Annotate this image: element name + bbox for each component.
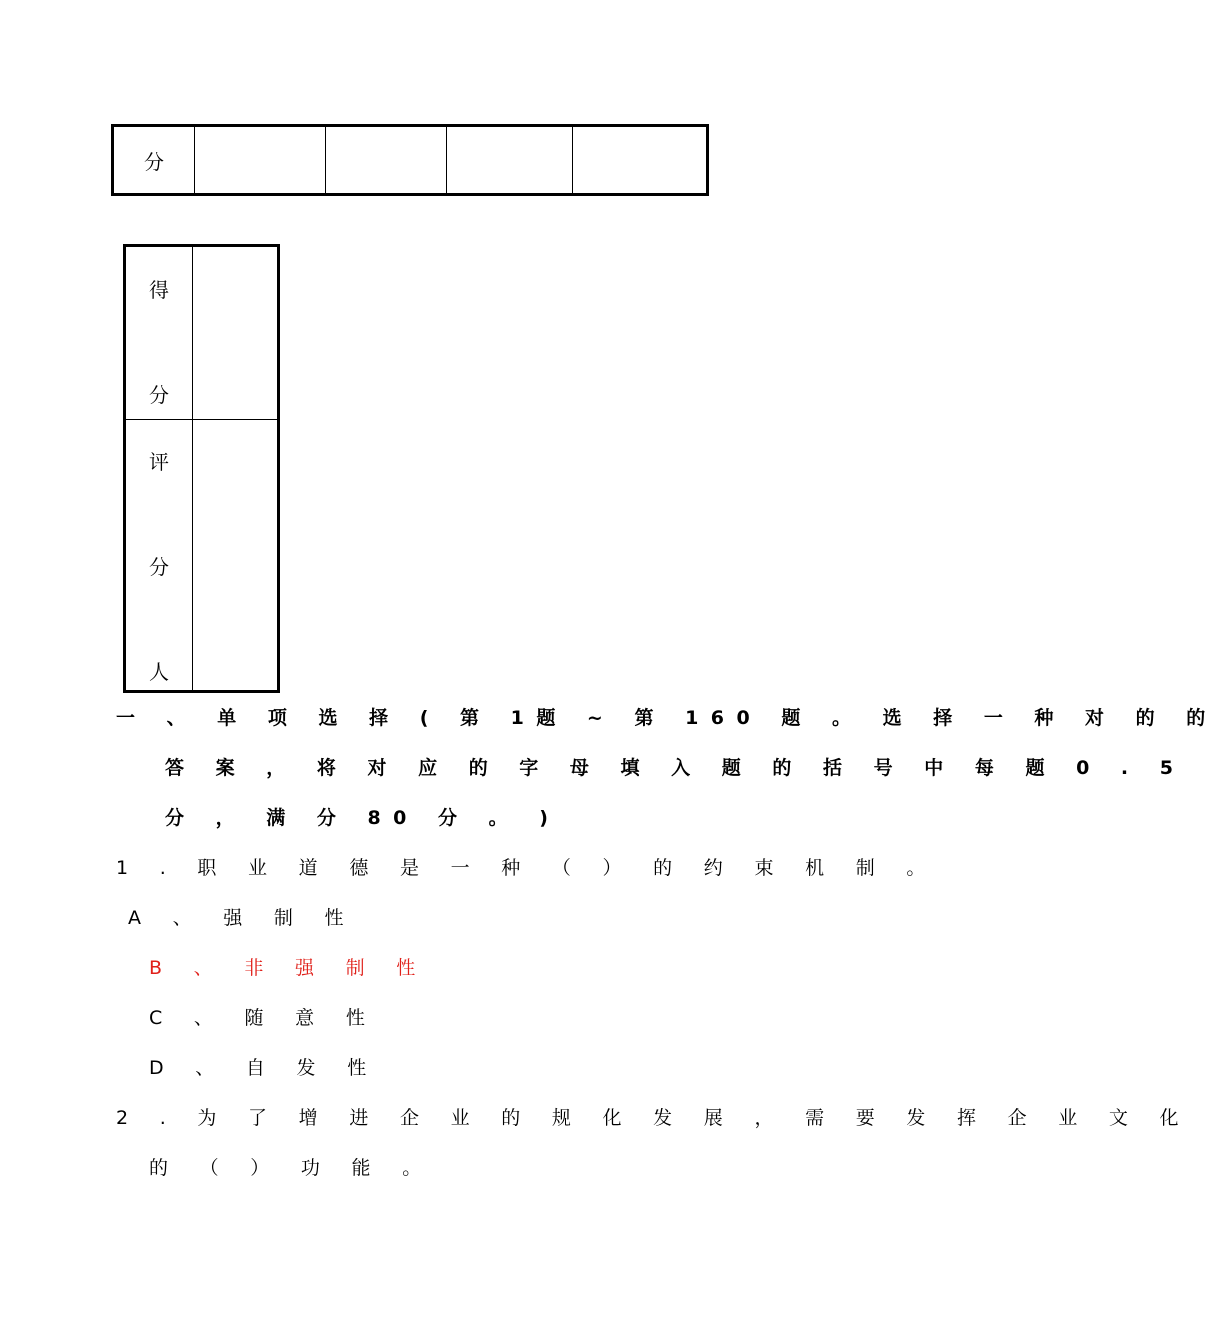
top-score-table [111,124,709,196]
top-table-cell-4 [573,126,708,195]
rater-label-char-2: 分 [149,555,169,579]
rater-label-cell [125,420,193,692]
question-1-option-c: C 、 随 意 性 [149,1007,378,1029]
section-title-line-1: 一 、 单 项 选 择 ( 第 1题 ~ 第 160 题 。 选 择 一 种 对 的 的 [116,707,1218,729]
section-title-line-3: 分 ， 满 分 80 分 。 ) [165,807,561,829]
score-rater-table [123,244,280,693]
top-table-cell-2 [326,126,447,195]
top-table-cell-3 [447,126,573,195]
rater-label-char-3: 人 [149,660,169,684]
question-1-option-d: D 、 自 发 性 [149,1057,379,1079]
question-2-stem-line-2: 的 （ ） 功 能 。 [149,1157,434,1179]
question-1-option-a: A 、 强 制 性 [128,907,357,929]
section-title-line-2: 答 案 ， 将 对 应 的 字 母 填 入 题 的 括 号 中 每 题 0 . 5 [165,757,1186,779]
question-1-option-b-correct: B 、 非 强 制 性 [149,957,429,979]
top-table-cell-1 [195,126,326,195]
score-value-cell [193,246,279,420]
score-label-char-2: 分 [149,383,169,407]
score-label-cell [125,246,193,420]
rater-label-char-1: 评 [149,450,169,474]
rater-value-cell [193,420,279,692]
top-table-cell-0: 分 [113,126,195,195]
question-2-stem-line-1: 2 . 为 了 增 进 企 业 的 规 化 发 展 ， 需 要 发 挥 企 业 文 化 [116,1107,1192,1129]
question-1-stem: 1 . 职 业 道 德 是 一 种 （ ） 的 约 束 机 制 。 [116,857,939,879]
score-label-char-1: 得 [149,278,169,302]
